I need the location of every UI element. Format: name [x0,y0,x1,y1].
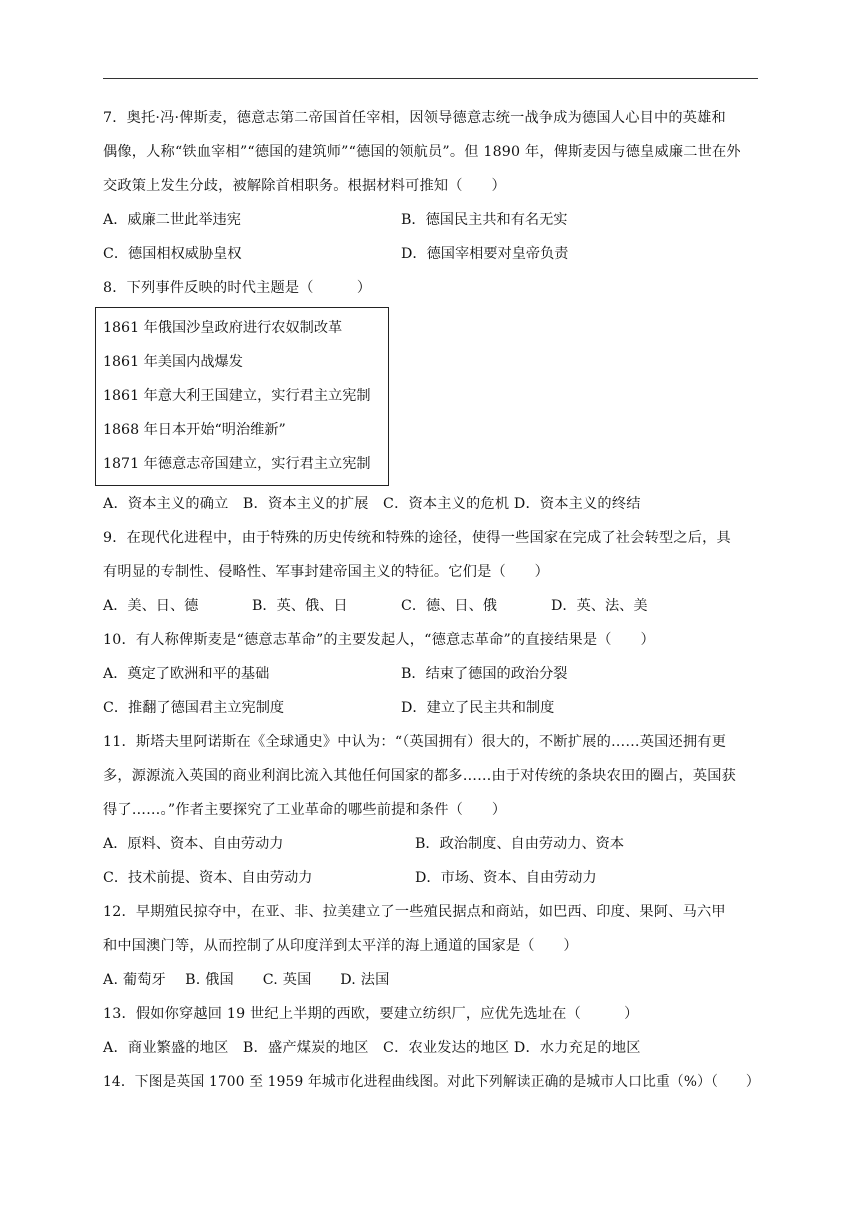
q11-stem-line-1: 11．斯塔夫里阿诺斯在《全球通史》中认为：“（英国拥有）很大的，不断扩展的……英国还拥有更 [103,734,727,750]
q7-option-b: B．德国民主共和有名无实 [401,212,568,228]
q10-option-d: D．建立了民主共和制度 [401,700,555,716]
q8-event-3: 1861 年意大利王国建立，实行君主立宪制 [103,388,371,404]
q10-stem: 10．有人称俾斯麦是“德意志革命”的主要发起人，“德意志革命”的直接结果是（ ） [103,632,655,648]
q9-option-c: C．德、日、俄 [401,598,497,614]
q7-stem-line-2: 偶像，人称“铁血宰相”“德国的建筑师”“德国的领航员”。但 1890 年，俾斯麦因与德皇威廉二世在外 [103,144,741,160]
q8-event-4: 1868 年日本开始“明治维新” [103,422,286,438]
q11-option-a: A．原料、资本、自由劳动力 [103,836,284,852]
q13-stem: 13．假如你穿越回 19 世纪上半期的西欧，要建立纺织厂，应优先选址在（ ） [103,1006,639,1022]
header-rule [103,78,758,79]
q14-stem: 14．下图是英国 1700 至 1959 年城市化进程曲线图。对此下列解读正确的是城市人口比重（%）（ ） [103,1074,760,1090]
q7-stem-line-1: 7．奥托·冯·俾斯麦，德意志第二帝国首任宰相，因领导德意志统一战争成为德国人心目中的英雄和 [103,110,726,126]
q11-option-c: C．技术前提、资本、自由劳动力 [103,870,313,886]
q10-option-b: B．结束了德国的政治分裂 [401,666,568,682]
q10-option-c: C．推翻了德国君主立宪制度 [103,700,285,716]
q8-event-5: 1871 年德意志帝国建立，实行君主立宪制 [103,456,371,472]
q11-option-d: D．市场、资本、自由劳动力 [415,870,597,886]
q12-stem-line-1: 12．早期殖民掠夺中，在亚、非、拉美建立了一些殖民据点和商站，如巴西、印度、果阿、马六甲 [103,904,726,920]
q10-option-a: A．奠定了欧洲和平的基础 [103,666,270,682]
q9-stem-line-1: 9．在现代化进程中，由于特殊的历史传统和特殊的途径，使得一些国家在完成了社会转型之后，具 [103,530,731,546]
q8-event-1: 1861 年俄国沙皇政府进行农奴制改革 [103,320,343,336]
q7-stem-line-3: 交政策上发生分歧，被解除首相职务。根据材料可推知（ ） [103,178,506,194]
q7-option-c: C．德国相权威胁皇权 [103,246,242,262]
q12-options: A. 葡萄牙 B. 俄国 C. 英国 D. 法国 [103,972,390,988]
q9-option-d: D．英、法、美 [551,598,648,614]
q8-event-box [95,307,389,486]
q9-option-a: A．美、日、德 [103,598,199,614]
q12-stem-line-2: 和中国澳门等，从而控制了从印度洋到太平洋的海上通道的国家是（ ） [103,938,578,954]
q7-option-d: D．德国宰相要对皇帝负责 [401,246,569,262]
q11-stem-line-3: 得了……。”作者主要探究了工业革命的哪些前提和条件（ ） [103,802,507,818]
q11-stem-line-2: 多，源源流入英国的商业利润比流入其他任何国家的都多……由于对传统的条块农田的圈占，英国获 [103,768,737,784]
q9-stem-line-2: 有明显的专制性、侵略性、军事封建帝国主义的特征。它们是（ ） [103,564,550,580]
q8-stem: 8．下列事件反映的时代主题是（ ） [103,280,372,296]
q13-options: A．商业繁盛的地区 B．盛产煤炭的地区 C．农业发达的地区 D．水力充足的地区 [103,1040,641,1056]
q8-event-2: 1861 年美国内战爆发 [103,354,243,370]
q11-option-b: B．政治制度、自由劳动力、资本 [415,836,625,852]
q9-option-b: B．英、俄、日 [252,598,348,614]
q8-options: A．资本主义的确立 B．资本主义的扩展 C．资本主义的危机 D．资本主义的终结 [103,496,641,512]
q7-option-a: A．威廉二世此举违宪 [103,212,241,228]
